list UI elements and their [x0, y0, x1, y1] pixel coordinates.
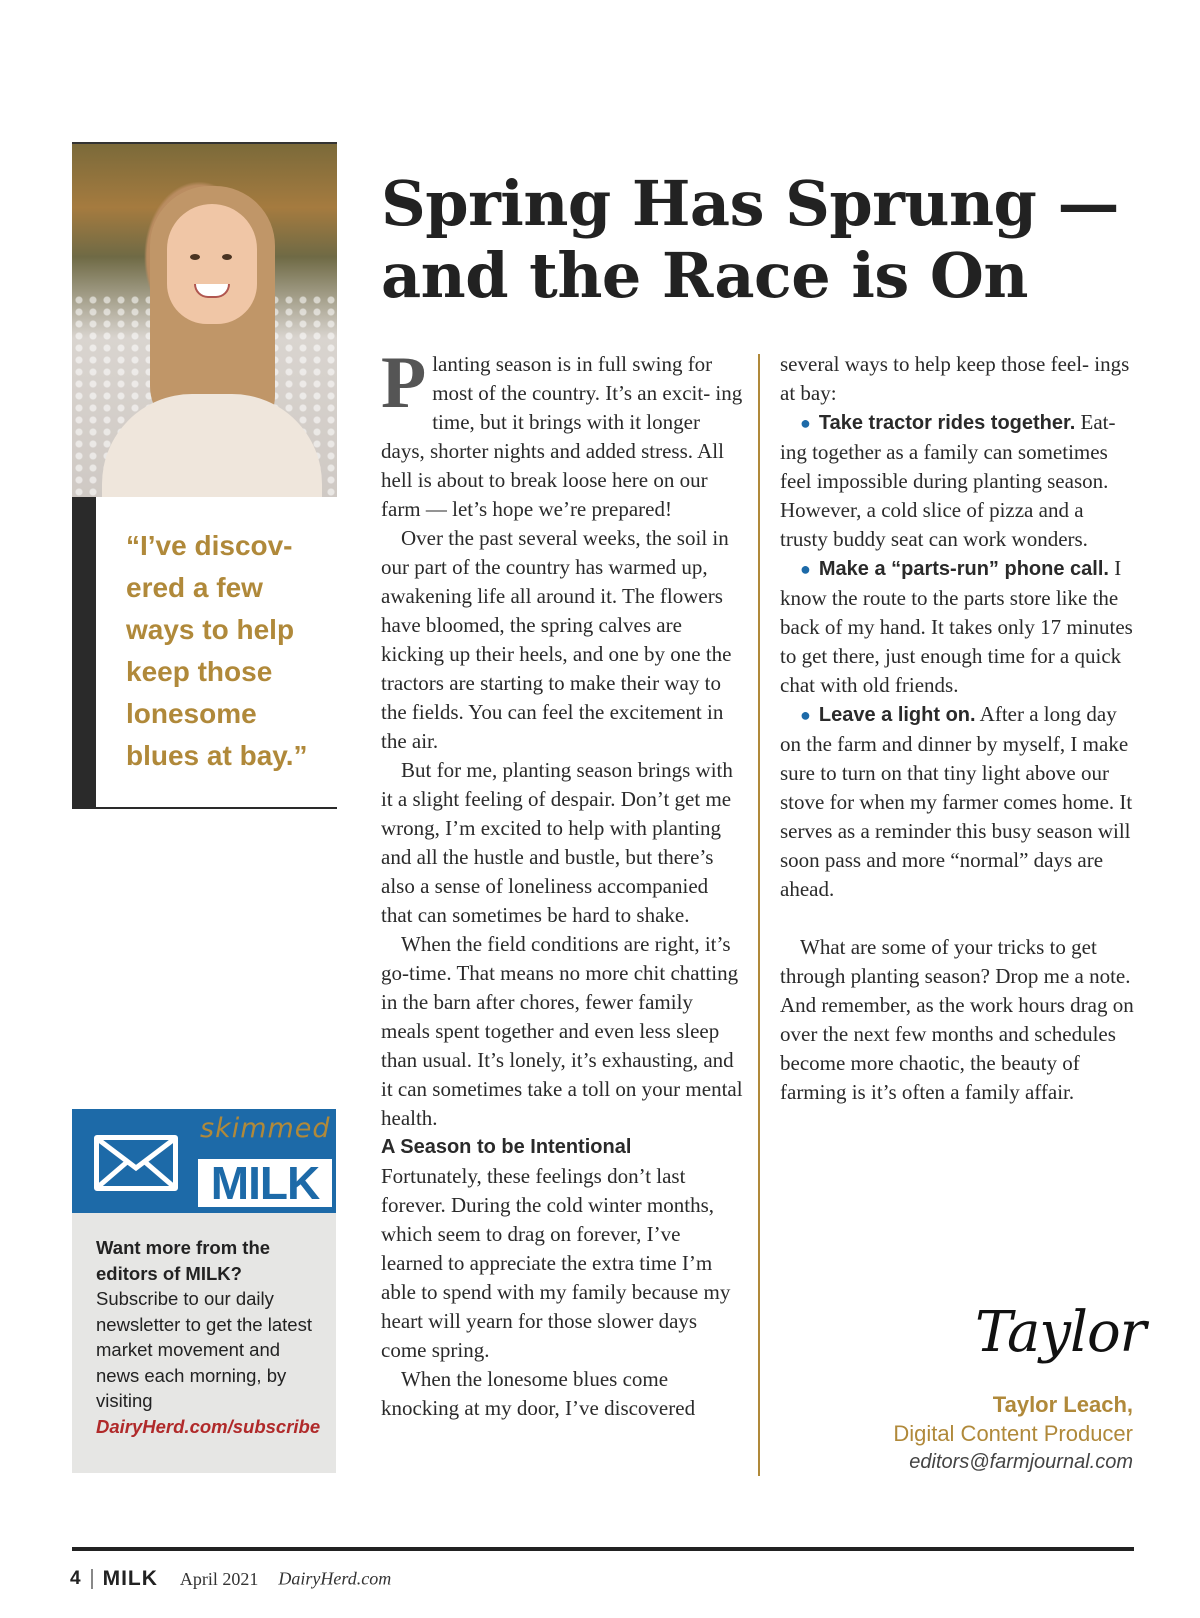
pull-quote	[72, 497, 337, 809]
article-paragraph: When the field conditions are right, it’s go-time. That means no more chit chatting in the barn after chores, fewer family meals spent together and even less sleep than usual. It’s lonely, it’s exhausting, and it can sometimes take a toll on your mental health.	[381, 932, 743, 1130]
article-paragraph: Fortunately, these feelings don’t last forever. During the cold winter months, which seem to drag on forever, I’ve learned to appreciate the extra time I’m able to spend with my family because my heart will yearn for those slower days come spring.	[381, 1164, 731, 1362]
photo-eye	[222, 254, 232, 260]
footer-separator	[91, 1569, 93, 1589]
footer-rule	[72, 1547, 1134, 1551]
paragraph-spacer	[780, 904, 1135, 933]
magazine-name: MILK	[102, 1567, 158, 1590]
author-photo	[72, 142, 337, 497]
bullet-icon: ●	[800, 559, 811, 579]
newsletter-heading: Want more from the editors of MILK?	[96, 1237, 271, 1284]
skimmed-milk-logo	[198, 1113, 334, 1209]
newsletter-text	[72, 1213, 336, 1439]
tip-lead: Make a “parts-run” phone call.	[818, 558, 1109, 580]
article-column-2	[780, 350, 1135, 1107]
column-divider	[758, 354, 760, 1476]
tip-text: Eat- ing together as a family can sometimes feel impossible during planting season. However, a cold slice of pizza and a trusty buddy seat can work wonders.	[780, 410, 1116, 551]
tip-item	[780, 408, 1135, 554]
drop-cap: P	[381, 342, 427, 424]
bullet-icon: ●	[800, 413, 811, 433]
newsletter-banner	[72, 1109, 336, 1213]
article-paragraph: Over the past several weeks, the soil in our part of the country has warmed up, awakening life all around it. The flowers have bloomed, the spring calves are kicking up their heels, and one by one the tractors are starting to make their way to the fields. You can feel the excitement in the air.	[381, 526, 732, 753]
tip-text: I know the route to the parts store like the back of my hand. It takes only 17 minutes to get there, just enough time for a quick chat with old friends.	[780, 556, 1133, 697]
author-email[interactable]: editors@farmjournal.com	[909, 1451, 1133, 1473]
article-subhead: A Season to be Intentional	[381, 1136, 632, 1158]
article-paragraph	[381, 342, 743, 524]
tip-text: After a long day on the farm and dinner by myself, I make sure to turn on that tiny light above our stove for when my farmer comes home. It serves as a reminder this busy season will soon pass and more “normal” days are ahead.	[780, 702, 1133, 901]
photo-face	[167, 204, 257, 324]
tip-item	[780, 554, 1135, 700]
author-signature: Taylor	[975, 1300, 1146, 1365]
photo-eye	[190, 254, 200, 260]
author-name: Taylor Leach,	[992, 1392, 1133, 1417]
article-closing: What are some of your tricks to get through planting season? Drop me a note. And remember, as the work hours drag on over the next few months and schedules become more chaotic, the beauty of farming is it’s often a family affair.	[780, 935, 1134, 1104]
article-paragraph: But for me, planting season brings with it a slight feeling of despair. Don’t get me wrong, I’m excited to help with planting and all the hustle and bustle, but there’s also a sense of loneliness accompanied that can sometimes be hard to shake.	[381, 758, 733, 927]
tip-lead: Leave a light on.	[818, 704, 976, 726]
logo-milk-text: MILK	[198, 1159, 332, 1207]
article-paragraph-text: lanting season is in full swing for most of the country. It’s an excit- ing time, but it brings with it longer days, shorter nights and added stress. All hell is about to break loose here on our farm — let’s hope we’re prepared!	[381, 352, 743, 521]
tip-lead: Take tractor rides together.	[818, 412, 1076, 434]
page-number: 4	[70, 1568, 81, 1589]
newsletter-body: Subscribe to our daily newsletter to get the latest market movement and news each morning, by visiting	[96, 1288, 312, 1411]
logo-skimmed-text: skimmed	[200, 1113, 331, 1144]
page-footer	[70, 1567, 391, 1591]
tip-item	[780, 700, 1135, 904]
pull-quote-text: “I’ve discov- ered a few ways to help keep those lonesome blues at bay.”	[126, 530, 308, 771]
footer-website[interactable]: DairyHerd.com	[278, 1568, 392, 1589]
newsletter-subscribe-link[interactable]: DairyHerd.com/subscribe	[96, 1415, 321, 1437]
article-column-1	[381, 342, 743, 1423]
envelope-icon	[94, 1135, 178, 1191]
newsletter-box	[72, 1109, 336, 1473]
article-paragraph: When the lonesome blues come knocking at my door, I’ve discovered	[381, 1367, 696, 1420]
article-title: Spring Has Sprung — and the Race is On	[381, 167, 1119, 312]
bullet-icon: ●	[800, 705, 811, 725]
article-paragraph: several ways to help keep those feel- ings at bay:	[780, 352, 1130, 405]
author-title: Digital Content Producer	[893, 1421, 1133, 1446]
issue-date: April 2021	[179, 1568, 259, 1589]
